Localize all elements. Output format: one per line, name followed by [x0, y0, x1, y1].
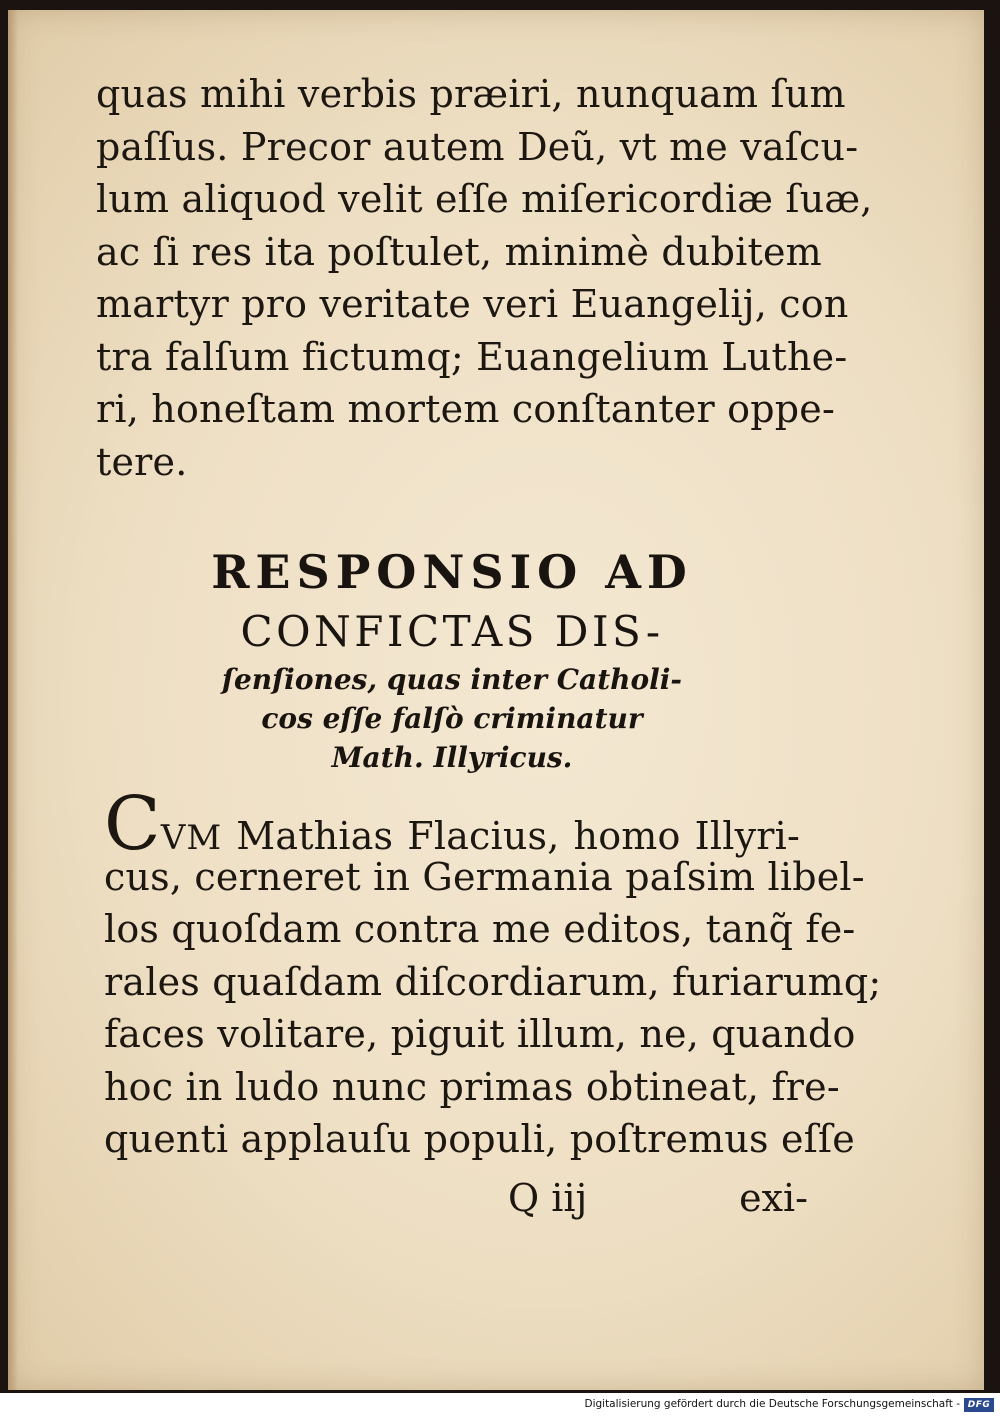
- body-line: tere.: [96, 439, 188, 484]
- body-line: ac ſi res ita poſtulet, minimè dubitem: [96, 229, 822, 274]
- body-line: paſſus. Precor autem Deũ, vt me vaſcu-: [96, 124, 859, 169]
- body-text-bottom: [104, 781, 882, 1166]
- body-line: martyr pro veritate veri Euangelij, con: [96, 282, 849, 326]
- body-line: lum aliquod velit eſſe miſericordiæ ſuæ,: [96, 177, 873, 221]
- body-line: faces volitare, piguit illum, ne, quando: [104, 1012, 856, 1056]
- digitization-footer: [0, 1393, 1000, 1417]
- body-line: rales quaſdam diſcordiarum, furiarumq;: [104, 959, 882, 1004]
- heading-title-line-1: RESPONSIO AD: [211, 545, 693, 599]
- heading-subtitle-line-1: ſenſiones, quas inter Catholi-: [221, 663, 683, 696]
- funding-notice: Digitalisierung gefördert durch die Deutsche Forschungsgemeinschaft -: [584, 1398, 960, 1410]
- section-heading: [96, 540, 808, 777]
- body-line-first: [104, 781, 800, 867]
- heading-subtitle-line-2: cos eſſe falſò criminatur: [261, 702, 643, 735]
- body-line: cus, cerneret in Germania paſsim libel-: [104, 854, 865, 899]
- body-line: quas mihi verbis præiri, nunquam ſum: [96, 72, 846, 116]
- heading-subtitle-line-3: Math. Illyricus.: [331, 741, 573, 774]
- body-text-top: [96, 68, 873, 488]
- dfg-logo-icon: DFG: [964, 1398, 994, 1412]
- body-line: hoc in ludo nunc primas obtineat, fre-: [104, 1064, 840, 1109]
- signature-mark: Q iij: [508, 1176, 588, 1220]
- small-caps-word: VM: [160, 818, 223, 858]
- heading-title-line-2: CONFICTAS DIS-: [240, 607, 664, 656]
- body-line: ri, honeſtam mortem conſtanter oppe-: [96, 387, 835, 431]
- page-edge-shadow: [8, 10, 18, 1390]
- catchword: exi-: [739, 1176, 808, 1220]
- page-foot: [96, 1176, 808, 1236]
- body-line: tra falſum fictumq; Euangelium Luthe-: [96, 334, 848, 379]
- body-line: quenti applauſu populi, poſtremus eſſe: [104, 1117, 855, 1161]
- drop-cap: C: [104, 781, 161, 867]
- body-line: los quoſdam contra me editos, tanq̃ fe-: [104, 907, 856, 951]
- first-line-rest: Mathias Flacius, homo Illyri-: [222, 814, 800, 858]
